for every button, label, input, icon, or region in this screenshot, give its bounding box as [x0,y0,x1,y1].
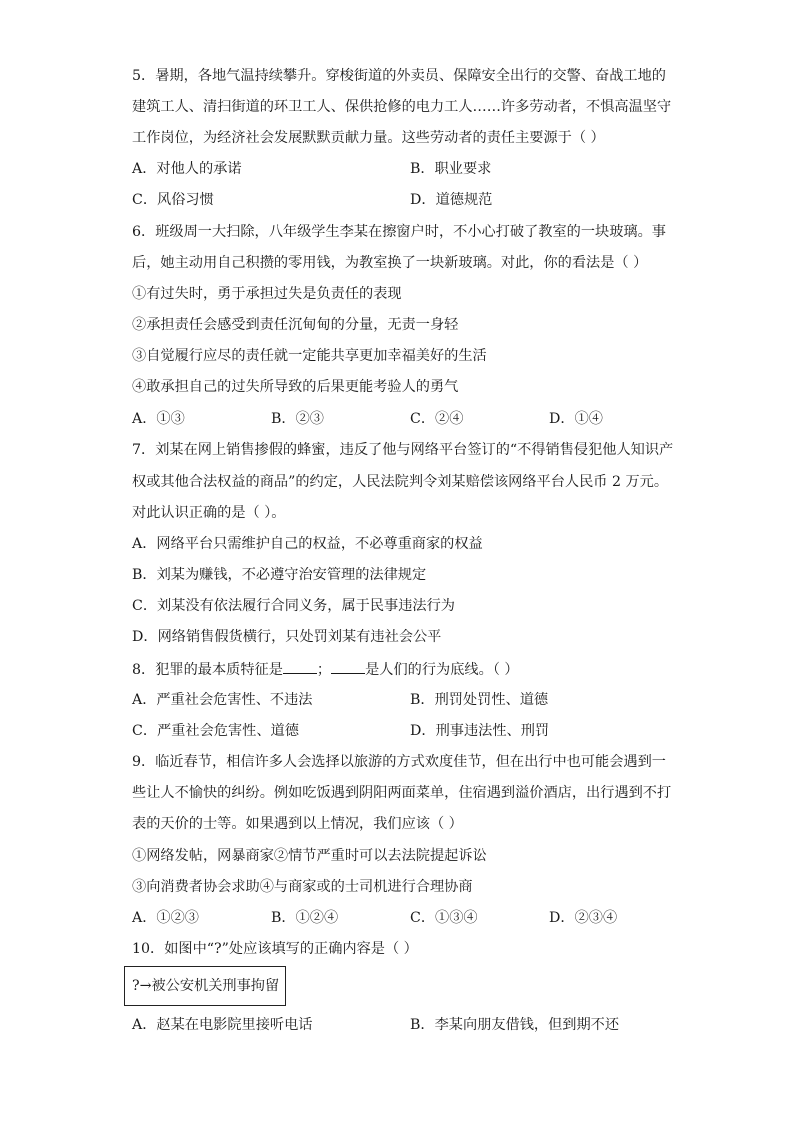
q5-stem-line-3: 工作岗位，为经济社会发展默默贡献力量。这些劳动者的责任主要源于（ ） [132,130,605,146]
q6-statement-4: ④敢承担自己的过失所导致的后果更能考验人的勇气 [132,379,459,395]
q5-stem-line-2: 建筑工人、清扫街道的环卫工人、保供抢修的电力工人……许多劳动者，不惧高温坚守 [132,99,672,115]
q6-stem-line-1: 6．班级周一大扫除，八年级学生李某在擦窗户时，不小心打破了教室的一块玻璃。事 [132,224,666,240]
q6-statement-2: ②承担责任会感受到责任沉甸甸的分量，无责一身轻 [132,317,459,333]
q10-diagram-box: ?→被公安机关刑事拘留 [124,966,286,1006]
q9-option-a: A．①②③ [132,910,199,926]
q9-option-b: B．①②④ [271,910,339,926]
q6-statement-1: ①有过失时，勇于承担过失是负责任的表现 [132,286,402,302]
q8-option-c: C．严重社会危害性、道德 [132,723,299,739]
q5-option-d: D．道德规范 [410,192,493,208]
q5-option-b: B．职业要求 [410,161,492,177]
q6-statement-3: ③自觉履行应尽的责任就一定能共享更加幸福美好的生活 [132,348,487,364]
q6-option-b: B．②③ [271,411,324,427]
q8-stem-suffix: 是人们的行为底线。（ ） [365,662,519,678]
q10-option-a: A．赵某在电影院里接听电话 [132,1017,313,1033]
q8-blank-1 [283,659,317,674]
q8-stem-middle: ； [316,662,332,678]
q7-option-b: B．刘某为赚钱，不必遵守治安管理的法律规定 [132,567,427,583]
q7-stem-line-2: 权或其他合法权益的商品”的约定，人民法院判令刘某赔偿该网络平台人民币 2 万元。 [132,474,669,490]
q7-option-d: D．网络销售假货横行，只处罚刘某有违社会公平 [132,629,442,645]
q9-statements-1: ①网络发帖，网暴商家②情节严重时可以去法院提起诉讼 [132,848,487,864]
q8-stem-prefix: 8．犯罪的最本质特征是 [132,662,283,678]
q8-option-a: A．严重社会危害性、不违法 [132,692,313,708]
q8-stem [132,659,519,680]
q9-stem-line-3: 表的天价的士等。如果遇到以上情况，我们应该（ ） [132,816,463,832]
q10-option-b: B．李某向朋友借钱，但到期不还 [410,1017,620,1033]
q6-stem-line-2: 后，她主动用自己积攒的零用钱，为教室换了一块新玻璃。对此，你的看法是（ ） [132,255,648,271]
q8-option-b: B．刑罚处罚性、道德 [410,692,549,708]
q6-option-c: C．②④ [410,411,464,427]
q9-option-c: C．①③④ [410,910,478,926]
q8-option-d: D．刑事违法性、刑罚 [410,723,550,739]
q7-option-a: A．网络平台只需维护自己的权益，不必尊重商家的权益 [132,536,483,552]
q9-stem-line-2: 些让人不愉快的纠纷。例如吃饭遇到阴阳两面菜单，住宿遇到溢价酒店，出行遇到不打 [132,785,672,801]
q9-option-d: D．②③④ [549,910,618,926]
q10-stem: 10．如图中“?”处应该填写的正确内容是（ ） [132,941,418,957]
q7-option-c: C．刘某没有依法履行合同义务，属于民事违法行为 [132,598,455,614]
q7-stem-line-3: 对此认识正确的是（ ）。 [132,505,286,521]
q9-stem-line-1: 9．临近春节，相信许多人会选择以旅游的方式欢度佳节，但在出行中也可能会遇到一 [132,754,666,770]
q6-option-d: D．①④ [549,411,603,427]
q8-blank-2 [331,659,365,674]
q5-stem-line-1: 5．暑期，各地气温持续攀升。穿梭街道的外卖员、保障安全出行的交警、奋战工地的 [132,68,666,84]
q7-stem-line-1: 7．刘某在网上销售掺假的蜂蜜，违反了他与网络平台签订的“不得销售侵犯他人知识产 [132,442,674,458]
q5-option-a: A．对他人的承诺 [132,161,242,177]
q9-statements-2: ③向消费者协会求助④与商家或的士司机进行合理协商 [132,879,473,895]
q6-option-a: A．①③ [132,411,185,427]
q5-option-c: C．风俗习惯 [132,192,214,208]
